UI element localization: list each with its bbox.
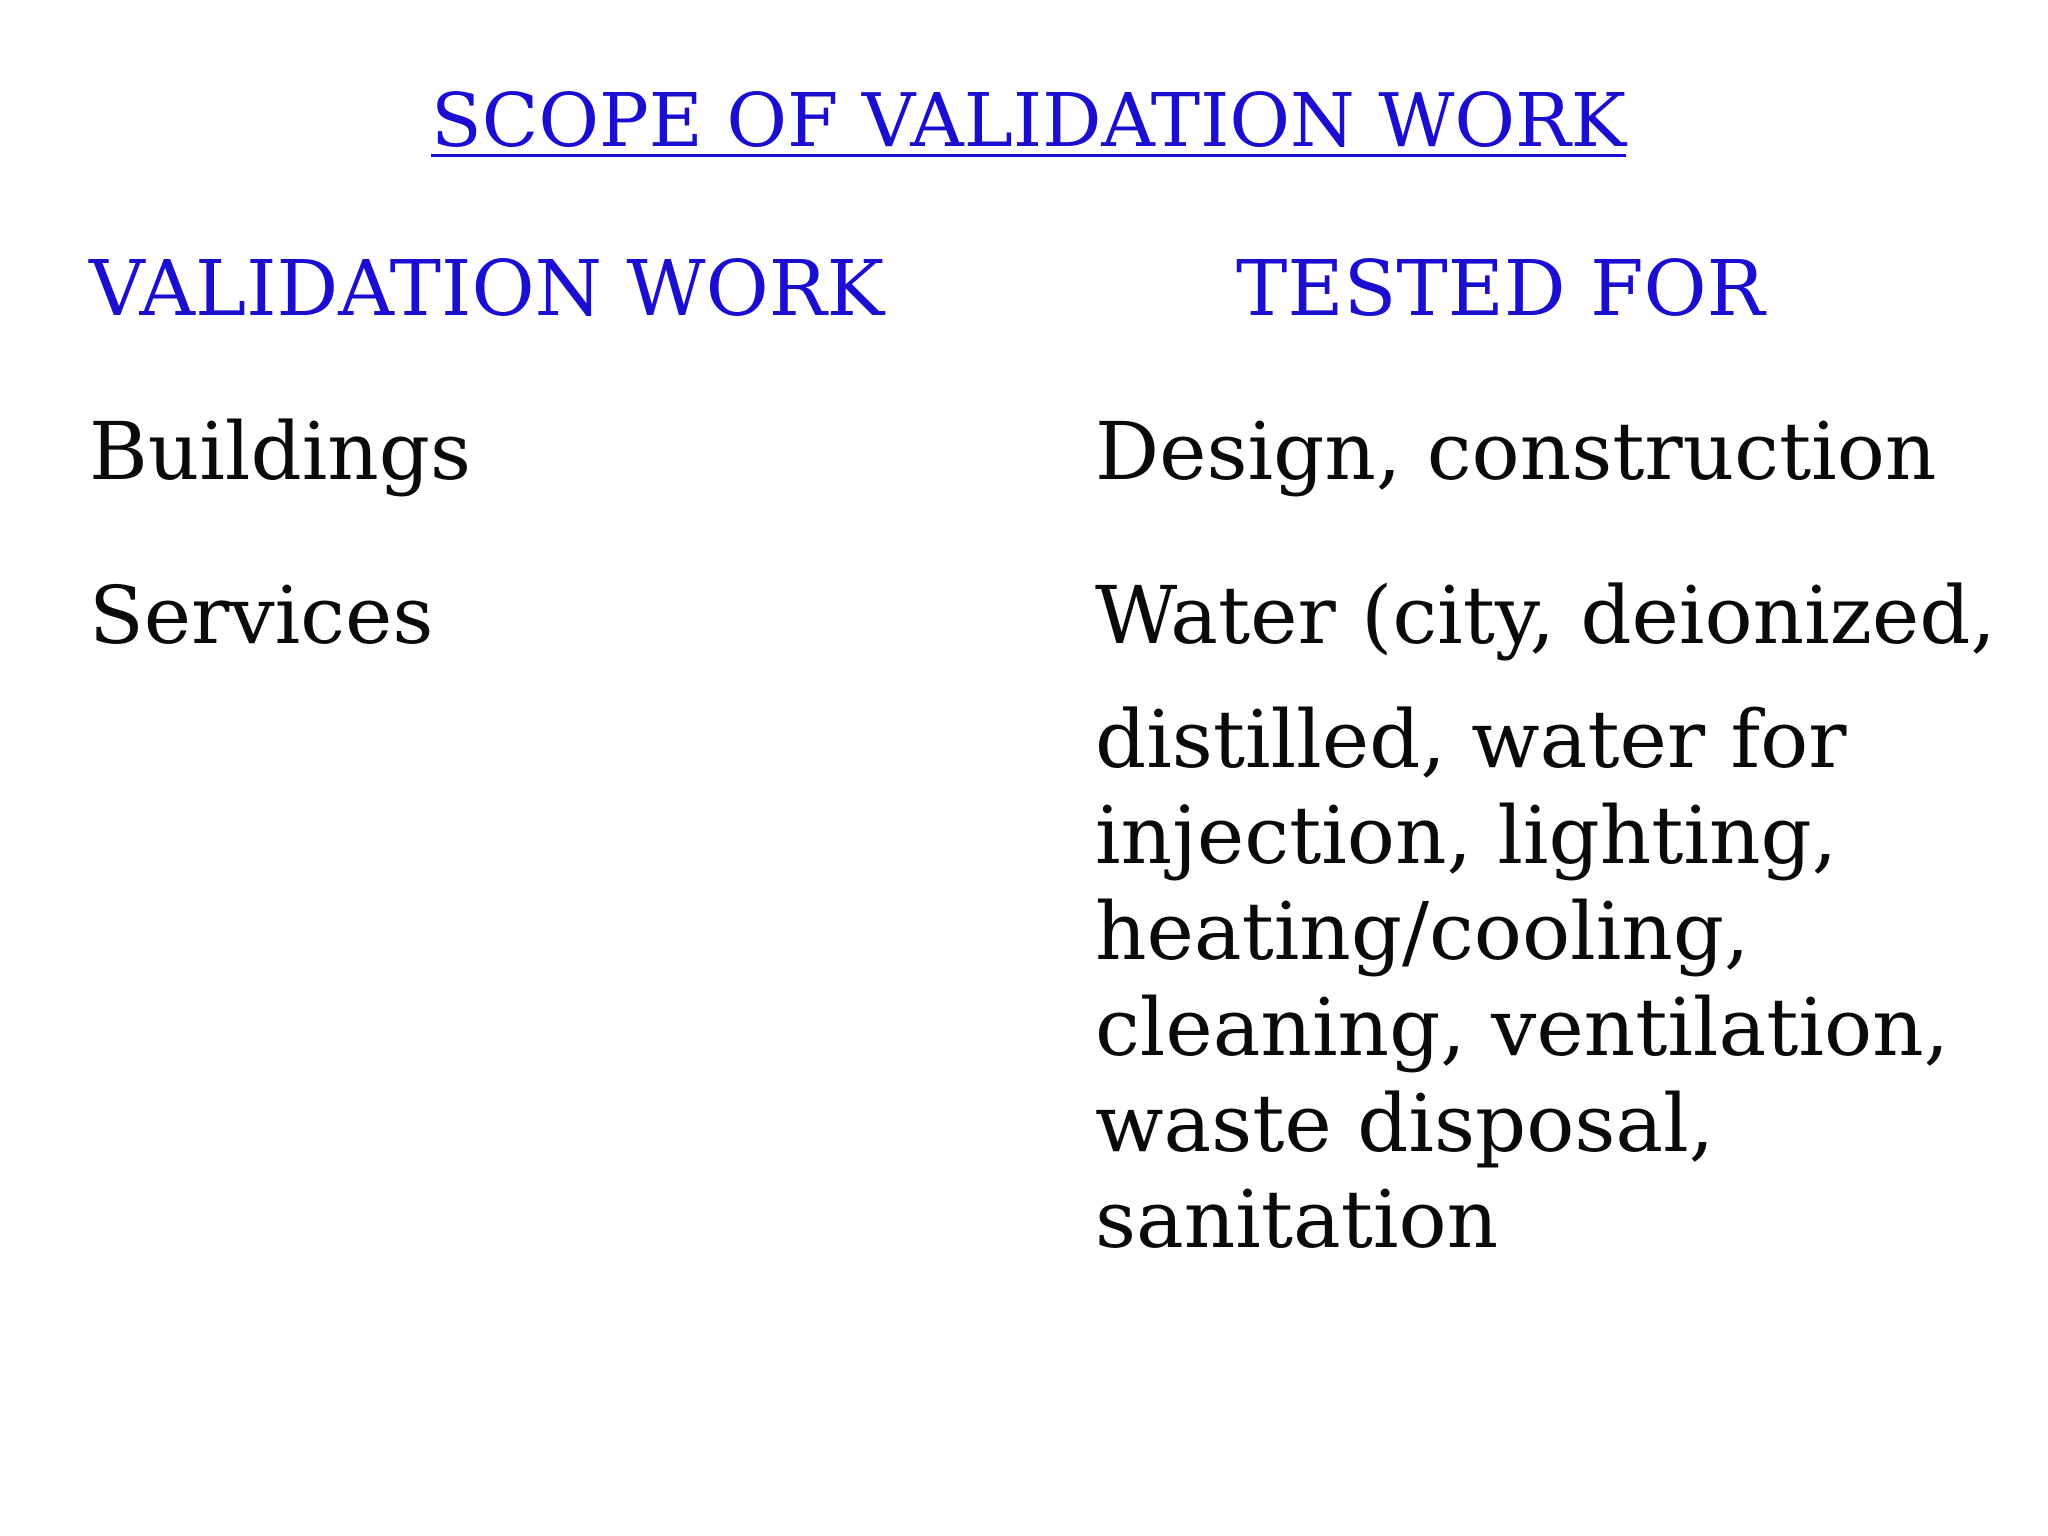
services-line: waste disposal, — [1095, 1077, 1715, 1170]
column-header-validation-work: VALIDATION WORK — [89, 245, 885, 334]
services-line: sanitation — [1095, 1173, 1499, 1266]
row-value-buildings: Design, construction — [1095, 405, 1937, 498]
row-value-services-list — [1095, 692, 1949, 1268]
row-label-services: Services — [89, 569, 434, 662]
services-line: injection, lighting, — [1095, 789, 1838, 882]
services-line: cleaning, ventilation, — [1095, 981, 1950, 1074]
row-value-services-first-line: Water (city, deionized, — [1095, 569, 1996, 662]
row-label-buildings: Buildings — [89, 405, 472, 498]
services-line: heating/cooling, — [1095, 885, 1750, 978]
slide-title: SCOPE OF VALIDATION WORK — [431, 78, 1627, 164]
services-line: distilled, water for — [1095, 693, 1847, 786]
column-header-tested-for: TESTED FOR — [1236, 245, 1765, 334]
